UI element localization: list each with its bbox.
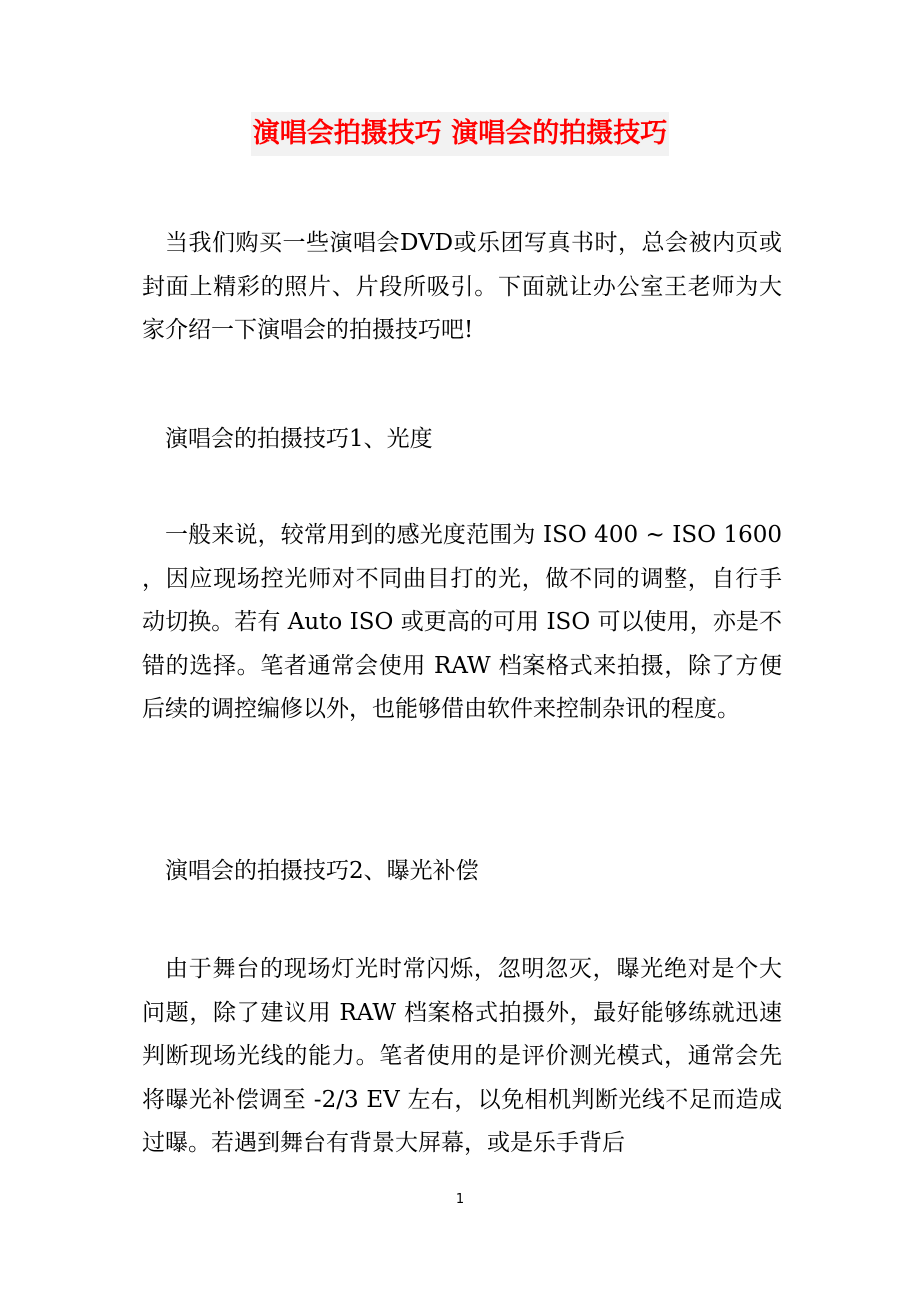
document-title: 演唱会拍摄技巧 演唱会的拍摄技巧	[251, 112, 669, 156]
section-body-1: 一般来说，较常用到的感光度范围为 ISO 400 ~ ISO 1600 ，因应现场控光师对不同曲目打的光，做不同的调整，自行手动切换。若有 Auto ISO 或更高的可用 ISO 可以使用，亦是不错的选择。笔者通常会使用 RAW 档案格式来拍摄，除了方便后续的调控编修以外，也能够借由软件来控制杂讯的程度。	[142, 522, 782, 723]
intro-paragraph: 当我们购买一些演唱会DVD或乐团写真书时，总会被内页或封面上精彩的照片、片段所吸引。下面就让办公室王老师为大家介绍一下演唱会的拍摄技巧吧!	[142, 230, 782, 344]
section-heading-1: 演唱会的拍摄技巧1、光度	[165, 426, 433, 452]
document-title-block	[0, 112, 920, 159]
page-number: 1	[455, 1192, 465, 1207]
section-heading-2: 演唱会的拍摄技巧2、曝光补偿	[165, 858, 479, 884]
section-body-2: 由于舞台的现场灯光时常闪烁，忽明忽灭，曝光绝对是个大问题，除了建议用 RAW 档案格式拍摄外，最好能够练就迅速判断现场光线的能力。笔者使用的是评价测光模式，通常会先将曝光补偿调至 -2/3 EV 左右，以免相机判断光线不足而造成过曝。若遇到舞台有背景大屏幕，或是乐手背后	[142, 956, 782, 1157]
